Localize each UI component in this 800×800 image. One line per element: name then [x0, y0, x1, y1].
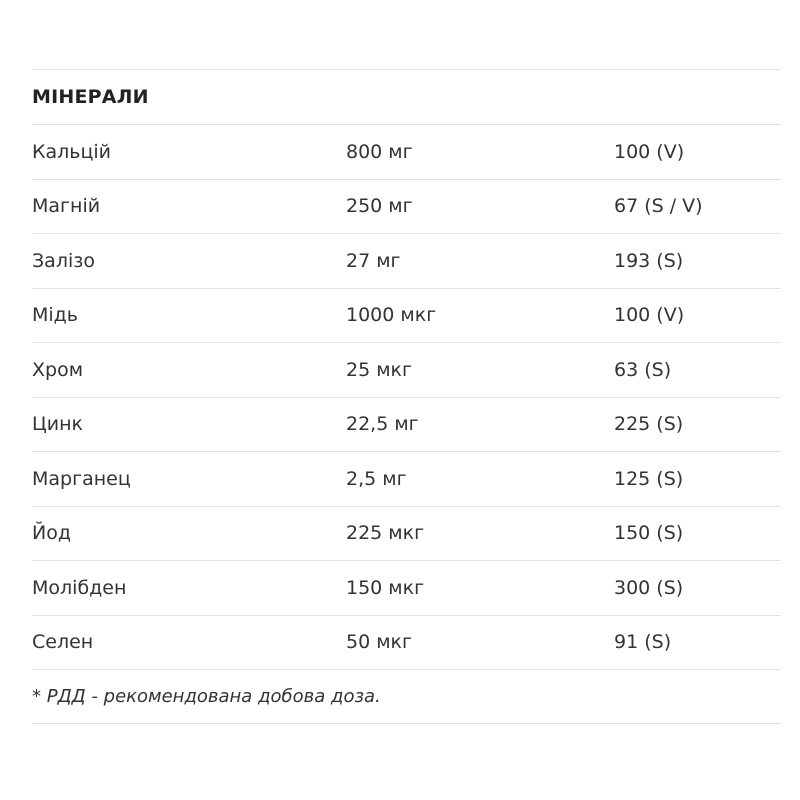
mineral-name: Селен	[32, 631, 94, 654]
mineral-name: Йод	[32, 522, 71, 545]
table-row	[32, 234, 781, 288]
table-row	[32, 452, 781, 506]
mineral-amount: 2,5 мг	[346, 467, 407, 490]
mineral-rdd: 100 (V)	[614, 304, 685, 327]
table-row	[32, 507, 781, 561]
table-row	[32, 125, 781, 179]
mineral-name: Мідь	[32, 304, 79, 327]
mineral-rdd: 67 (S / V)	[614, 195, 703, 218]
mineral-name: Залізо	[32, 249, 95, 272]
table-divider	[32, 723, 781, 724]
mineral-rdd: 225 (S)	[614, 413, 684, 436]
mineral-amount: 800 мг	[346, 140, 413, 163]
footnote: * РДД - рекомендована добова доза.	[32, 686, 381, 707]
mineral-rdd: 300 (S)	[614, 576, 684, 599]
mineral-amount: 250 мг	[346, 195, 413, 218]
table-row	[32, 180, 781, 234]
mineral-rdd: 100 (V)	[614, 140, 685, 163]
mineral-amount: 27 мг	[346, 249, 401, 272]
mineral-amount: 22,5 мг	[346, 413, 419, 436]
mineral-rdd: 63 (S)	[614, 358, 672, 381]
mineral-name: Цинк	[32, 413, 83, 436]
mineral-name: Молібден	[32, 576, 127, 599]
mineral-rdd: 193 (S)	[614, 249, 684, 272]
table-row	[32, 289, 781, 343]
table-row	[32, 616, 781, 670]
mineral-name: Кальцій	[32, 140, 112, 163]
mineral-name: Магній	[32, 195, 101, 218]
mineral-amount: 50 мкг	[346, 631, 413, 654]
mineral-amount: 25 мкг	[346, 358, 413, 381]
mineral-amount: 150 мкг	[346, 576, 425, 599]
section-heading: МІНЕРАЛИ	[32, 86, 149, 108]
table-row	[32, 398, 781, 452]
table-row	[32, 343, 781, 397]
mineral-rdd: 125 (S)	[614, 467, 684, 490]
mineral-amount: 225 мкг	[346, 522, 425, 545]
mineral-rdd: 91 (S)	[614, 631, 672, 654]
table-body	[32, 125, 781, 670]
minerals-table	[32, 69, 781, 724]
mineral-rdd: 150 (S)	[614, 522, 684, 545]
mineral-name: Хром	[32, 358, 84, 381]
mineral-name: Марганец	[32, 467, 131, 490]
mineral-amount: 1000 мкг	[346, 304, 437, 327]
table-row	[32, 561, 781, 615]
